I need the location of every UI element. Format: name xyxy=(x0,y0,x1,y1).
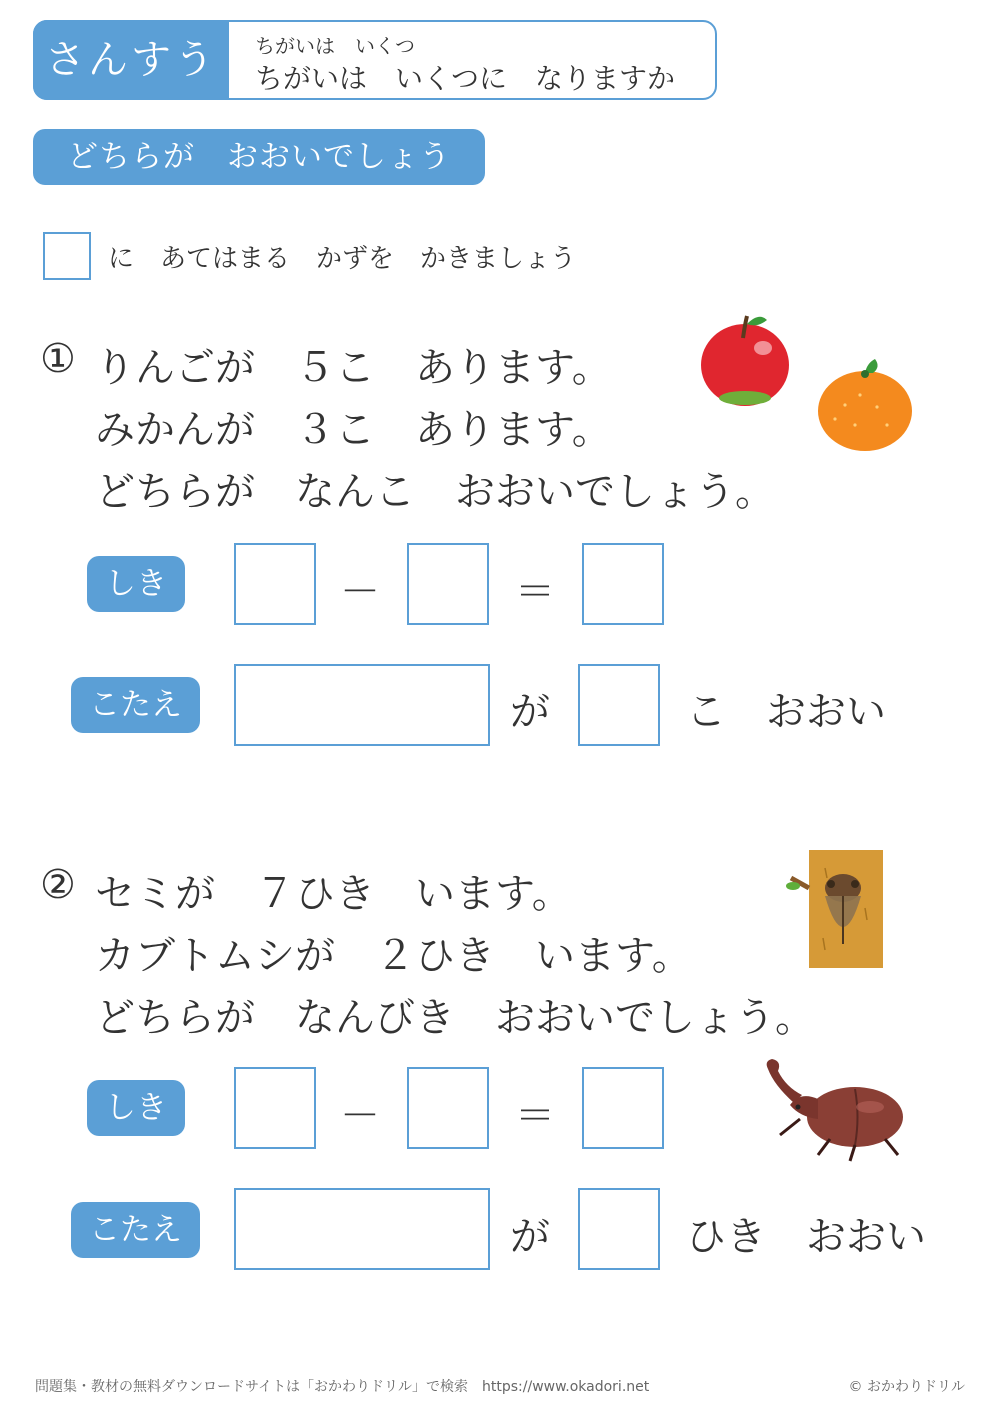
subject-title: さんすう xyxy=(33,20,229,100)
kotae-label: こたえ xyxy=(71,677,200,733)
section-title: どちらが おおいでしょう xyxy=(33,129,485,185)
particle-ga: が xyxy=(510,1214,550,1260)
answer-unit: ひき おおい xyxy=(686,1214,926,1260)
instruction-text: に あてはまる かずを かきましょう xyxy=(108,244,577,274)
footer-copyright: © おかわりドリル xyxy=(848,1379,965,1395)
footer-site-text: 問題集・教材の無料ダウンロードサイトは「おかわりドリル」で検索 https://www.okadori.net xyxy=(35,1379,650,1395)
problem-1-line-3: どちらが なんこ おおいでしょう。 xyxy=(95,469,775,515)
problem-2-line-2: カブトムシが ２ひき います。 xyxy=(95,933,692,979)
problem-1-line-1: りんごが ５こ あります。 xyxy=(95,345,612,391)
mandarin-orange-icon xyxy=(815,355,915,455)
answer-box-which[interactable] xyxy=(234,664,490,746)
kotae-label: こたえ xyxy=(71,1202,200,1258)
shiki-label: しき xyxy=(87,556,185,612)
answer-box-subtrahend[interactable] xyxy=(407,543,489,625)
answer-box-result[interactable] xyxy=(582,1067,664,1149)
answer-box-result[interactable] xyxy=(582,543,664,625)
answer-box-count[interactable] xyxy=(578,664,660,746)
minus-sign: － xyxy=(340,1093,380,1139)
header-subtitle: ちがいは いくつに なりますか xyxy=(255,62,676,95)
instruction-box-sample xyxy=(43,232,91,280)
problem-2-number: ② xyxy=(40,862,76,908)
answer-unit: こ おおい xyxy=(686,689,886,735)
apple-icon xyxy=(695,310,795,410)
problem-2-line-1: セミが ７ひき います。 xyxy=(95,871,572,917)
answer-box-minuend[interactable] xyxy=(234,543,316,625)
cicada-on-tree-icon xyxy=(785,848,885,970)
equals-sign: ＝ xyxy=(515,569,555,615)
answer-box-count[interactable] xyxy=(578,1188,660,1270)
equals-sign: ＝ xyxy=(515,1093,555,1139)
header-subtitle-small: ちがいは いくつ xyxy=(255,34,415,58)
problem-2-line-3: どちらが なんびき おおいでしょう。 xyxy=(95,995,815,1041)
answer-box-minuend[interactable] xyxy=(234,1067,316,1149)
answer-box-which[interactable] xyxy=(234,1188,490,1270)
minus-sign: － xyxy=(340,569,380,615)
problem-1-line-2: みかんが ３こ あります。 xyxy=(95,407,612,453)
problem-1-number: ① xyxy=(40,336,76,382)
rhinoceros-beetle-icon xyxy=(760,1055,910,1165)
shiki-label: しき xyxy=(87,1080,185,1136)
answer-box-subtrahend[interactable] xyxy=(407,1067,489,1149)
particle-ga: が xyxy=(510,689,550,735)
